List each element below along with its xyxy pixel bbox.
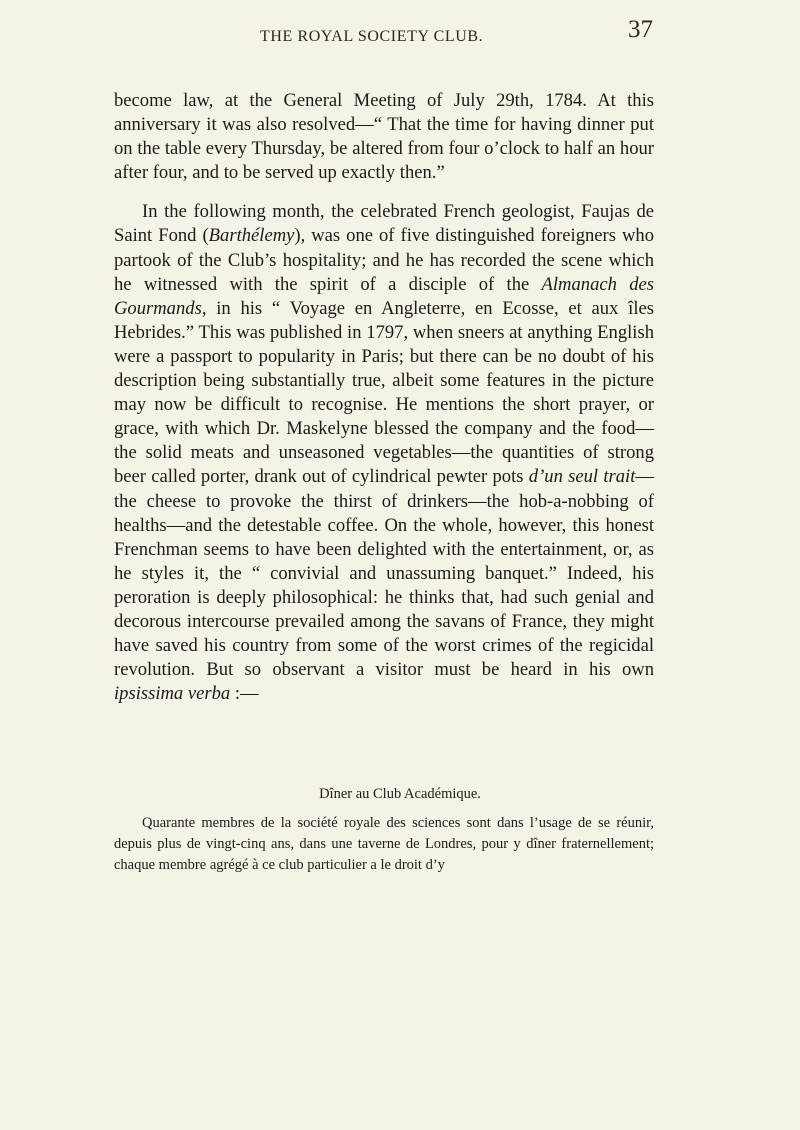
- italic-ipsissima-verba: ipsissima verba: [114, 683, 231, 705]
- paragraph-2-text-2: ), was one of five distinguished foreigners who partook of the Club’s hospitality; and he has recorded the scene which he witnessed with the spirit of a disciple of the: [114, 225, 654, 295]
- running-header: THE ROYAL SOCIETY CLUB.: [260, 28, 484, 45]
- paragraph-1: become law, at the General Meeting of July 29th, 1784. At this anniversary it was also resolved—“ That the time for having dinner put on the table every Thursday, be altered from four o’clock to half an hour after four, and to be served up exactly then.”: [114, 90, 654, 184]
- quotation-title: Dîner au Club Académique.: [319, 786, 481, 802]
- italic-dun-seul-trait: d’un seul trait: [528, 466, 636, 488]
- quotation-text: Quarante membres de la société royale des sciences sont dans l’usage de se réunir, depuis plus de vingt-cinq ans, dans une taverne de Londres, pour y dîner fraternellement; chaque membre agrégé à ce club particulier a le droit d’y: [114, 815, 654, 873]
- body-text: [114, 89, 654, 706]
- paragraph-2: [114, 200, 654, 706]
- paragraph-2-text-5: :—: [230, 683, 259, 705]
- italic-barthelemy: Barthélemy: [208, 225, 295, 247]
- page-number: 37: [628, 16, 653, 43]
- italic-almanach: Almanach des Gourmands: [114, 273, 654, 319]
- paragraph-2-text-4: —the cheese to provoke the thirst of drinkers—the hob-a-nobbing of healths—and the detestable coffee. On the whole, however, this honest Frenchman seems to have been delighted with the entertainment, or, as he styles it, the “ convivial and unassuming banquet.” Indeed, his peroration is deeply philosophical: he thinks that, had such genial and decorous intercourse prevailed among the savans of France, they might have saved his country from some of the worst crimes of the regicidal revolution. But so observant a visitor must be heard in his own: [114, 466, 654, 681]
- paragraph-2-text-1: In the following month, the celebrated French geologist, Faujas de Saint Fond (: [114, 201, 654, 247]
- paragraph-2-text-3: , in his “ Voyage en Angleterre, en Ecosse, et aux îles Hebrides.” This was published in 1797, when sneers at anything English were a passport to popularity in Paris; but there can be no doubt of his description being substantially true, albeit some features in the picture may now be difficult to recognise. He mentions the short prayer, or grace, with which Dr. Maskelyne blessed the company and the food—the solid meats and unseasoned vegetables—the quantities of strong beer called porter, drank out of cylindrical pewter pots: [114, 297, 654, 488]
